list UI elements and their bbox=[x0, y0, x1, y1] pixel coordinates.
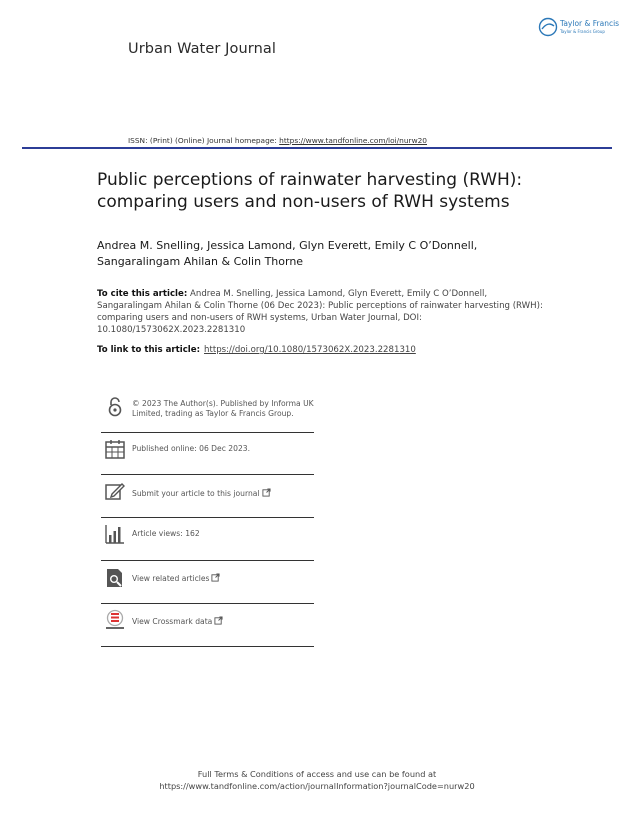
edit-icon bbox=[104, 480, 126, 502]
article-views: Article views: 162 bbox=[132, 529, 200, 538]
crossmark-link[interactable]: View Crossmark data bbox=[132, 616, 223, 627]
link-label: To link to this article: bbox=[97, 345, 201, 355]
external-link-icon bbox=[211, 573, 220, 582]
article-link-line bbox=[97, 345, 416, 355]
views-row bbox=[101, 517, 314, 561]
crossmark-icon bbox=[104, 609, 126, 631]
external-link-icon bbox=[214, 616, 223, 625]
published-date: Published online: 06 Dec 2023. bbox=[132, 444, 251, 453]
article-title: Public perceptions of rainwater harvesting (RWH): comparing users and non-users of RWH systems bbox=[97, 170, 523, 212]
header-rule bbox=[22, 147, 612, 149]
search-document-icon bbox=[104, 567, 126, 589]
footer-terms-link[interactable]: https://www.tandfonline.com/action/journalInformation?journalCode=nurw20 bbox=[159, 781, 475, 791]
doi-link[interactable]: 10.1080/1573062X.2023.2281310 bbox=[97, 325, 246, 335]
open-access-icon bbox=[104, 396, 126, 418]
submit-row[interactable] bbox=[101, 474, 314, 518]
related-articles-link[interactable]: View related articles bbox=[132, 573, 220, 584]
logo-line-2: Taylor & Francis Group bbox=[560, 29, 605, 34]
footer bbox=[0, 768, 634, 792]
issn-line bbox=[128, 136, 427, 145]
related-row[interactable] bbox=[101, 560, 314, 604]
external-link-icon bbox=[262, 488, 271, 497]
copyright-text: © 2023 The Author(s). Published by Informa UK Limited, trading as Taylor & Francis Group. bbox=[132, 399, 314, 418]
article-doi-link[interactable]: https://doi.org/10.1080/1573062X.2023.2281310 bbox=[204, 345, 416, 355]
crossmark-row[interactable] bbox=[101, 603, 314, 647]
open-access-row bbox=[101, 393, 314, 433]
issn-text: ISSN: (Print) (Online) Journal homepage: bbox=[128, 136, 280, 145]
calendar-icon bbox=[104, 438, 126, 460]
logo-line-1: Taylor & Francis bbox=[560, 19, 620, 28]
publisher-logo-icon bbox=[538, 17, 558, 37]
cite-text: Andrea M. Snelling, Jessica Lamond, Glyn Everett, Emily C O’Donnell, Sangaralingam Ahilan & Colin Thorne (06 Dec 2023): Public perceptions of rainwater harvesting (RWH): comparing users and non-users of RWH systems, Urban Water Journal, DOI: bbox=[97, 289, 543, 323]
journal-title: Urban Water Journal bbox=[128, 41, 276, 57]
article-authors: Andrea M. Snelling, Jessica Lamond, Glyn Everett, Emily C O’Donnell, Sangaralingam Ahilan & Colin Thorne bbox=[97, 239, 478, 268]
publisher-logo[interactable] bbox=[538, 17, 620, 39]
citation-block bbox=[97, 288, 547, 336]
cite-label: To cite this article: bbox=[97, 289, 188, 299]
journal-homepage-link[interactable]: https://www.tandfonline.com/loi/nurw20 bbox=[279, 136, 428, 145]
submit-link[interactable]: Submit your article to this journal bbox=[132, 488, 271, 499]
published-row bbox=[101, 432, 314, 475]
footer-line-1: Full Terms & Conditions of access and use can be found at bbox=[197, 769, 437, 779]
bar-chart-icon bbox=[104, 523, 126, 545]
